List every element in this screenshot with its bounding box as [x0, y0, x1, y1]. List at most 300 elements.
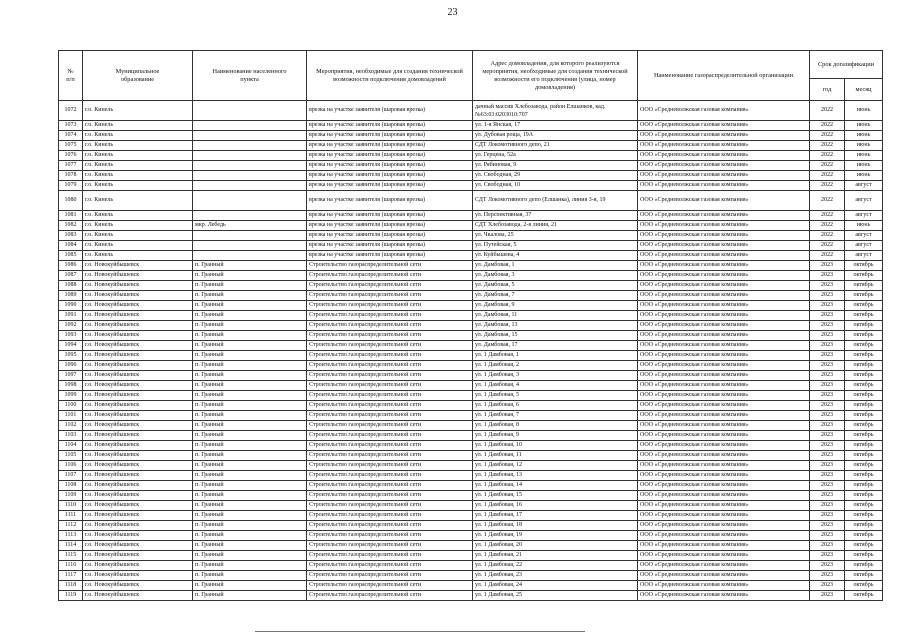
year-cell: 2023	[810, 591, 845, 601]
month-cell: октябрь	[845, 561, 883, 571]
organization-cell: ООО «Средневолжская газовая компания»	[638, 121, 810, 131]
year-cell: 2023	[810, 391, 845, 401]
municipality-cell: г.о. Кинель	[83, 241, 193, 251]
organization-cell: ООО «Средневолжская газовая компания»	[638, 581, 810, 591]
row-number: 1113	[59, 531, 83, 541]
settlement-cell: п. Гранный	[193, 261, 307, 271]
municipality-cell: г.о. Кинель	[83, 161, 193, 171]
month-cell: август	[845, 241, 883, 251]
month-cell: октябрь	[845, 501, 883, 511]
table-row	[59, 231, 883, 241]
settlement-cell	[193, 171, 307, 181]
settlement-cell: п. Гранный	[193, 571, 307, 581]
year-cell: 2023	[810, 521, 845, 531]
row-number: 1114	[59, 541, 83, 551]
organization-cell: ООО «Средневолжская газовая компания»	[638, 591, 810, 601]
year-cell: 2023	[810, 371, 845, 381]
row-number: 1091	[59, 311, 83, 321]
settlement-cell: п. Гранный	[193, 511, 307, 521]
settlement-cell: п. Гранный	[193, 481, 307, 491]
settlement-cell: п. Гранный	[193, 301, 307, 311]
organization-cell: ООО «Средневолжская газовая компания»	[638, 151, 810, 161]
month-cell: август	[845, 211, 883, 221]
table-row	[59, 251, 883, 261]
year-cell: 2023	[810, 561, 845, 571]
municipality-cell: г.о. Новокуйбышевск	[83, 461, 193, 471]
address-cell: ул. 1 Дамбовая, 17	[473, 511, 638, 521]
organization-cell: ООО «Средневолжская газовая компания»	[638, 241, 810, 251]
measure-cell: Строительство газораспределительной сети	[307, 391, 473, 401]
year-cell: 2023	[810, 261, 845, 271]
measure-cell: Строительство газораспределительной сети	[307, 431, 473, 441]
settlement-cell: п. Гранный	[193, 541, 307, 551]
measure-cell: врезка на участке заявителя (шаровая врезка)	[307, 151, 473, 161]
header-num: № п/п	[59, 51, 83, 101]
settlement-cell	[193, 231, 307, 241]
table-row	[59, 291, 883, 301]
year-cell: 2023	[810, 321, 845, 331]
table-row	[59, 311, 883, 321]
row-number: 1110	[59, 501, 83, 511]
row-number: 1097	[59, 371, 83, 381]
measure-cell: врезка на участке заявителя (шаровая врезка)	[307, 121, 473, 131]
address-cell: ул. Чкалова, 25	[473, 231, 638, 241]
organization-cell: ООО «Средневолжская газовая компания»	[638, 261, 810, 271]
municipality-cell: г.о. Новокуйбышевск	[83, 541, 193, 551]
address-cell: ул. 1 Дамбовая, 23	[473, 571, 638, 581]
table-row	[59, 511, 883, 521]
organization-cell: ООО «Средневолжская газовая компания»	[638, 371, 810, 381]
organization-cell: ООО «Средневолжская газовая компания»	[638, 351, 810, 361]
year-cell: 2023	[810, 441, 845, 451]
year-cell: 2023	[810, 531, 845, 541]
row-number: 1090	[59, 301, 83, 311]
measure-cell: Строительство газораспределительной сети	[307, 461, 473, 471]
organization-cell: ООО «Средневолжская газовая компания»	[638, 131, 810, 141]
address-cell: ул. 1 Дамбовая, 2	[473, 361, 638, 371]
row-number: 1100	[59, 401, 83, 411]
settlement-cell: п. Гранный	[193, 351, 307, 361]
table-row	[59, 481, 883, 491]
measure-cell: Строительство газораспределительной сети	[307, 451, 473, 461]
year-cell: 2022	[810, 221, 845, 231]
address-cell: ул. 1-я Янская, 17	[473, 121, 638, 131]
page-number: 23	[447, 7, 458, 18]
organization-cell: ООО «Средневолжская газовая компания»	[638, 211, 810, 221]
measure-cell: Строительство газораспределительной сети	[307, 531, 473, 541]
organization-cell: ООО «Средневолжская газовая компания»	[638, 501, 810, 511]
organization-cell: ООО «Средневолжская газовая компания»	[638, 521, 810, 531]
table-row	[59, 241, 883, 251]
month-cell: октябрь	[845, 321, 883, 331]
settlement-cell	[193, 191, 307, 211]
month-cell: июнь	[845, 131, 883, 141]
month-cell: октябрь	[845, 391, 883, 401]
month-cell: октябрь	[845, 331, 883, 341]
row-number: 1081	[59, 211, 83, 221]
organization-cell: ООО «Средневолжская газовая компания»	[638, 491, 810, 501]
month-cell: октябрь	[845, 271, 883, 281]
measure-cell: Строительство газораспределительной сети	[307, 261, 473, 271]
row-number: 1084	[59, 241, 83, 251]
measure-cell: Строительство газораспределительной сети	[307, 581, 473, 591]
table-row	[59, 271, 883, 281]
row-number: 1076	[59, 151, 83, 161]
measure-cell: Строительство газораспределительной сети	[307, 421, 473, 431]
header-organization: Наименование газораспределительной организации	[638, 51, 810, 101]
table-row	[59, 411, 883, 421]
municipality-cell: г.о. Новокуйбышевск	[83, 391, 193, 401]
table-row	[59, 381, 883, 391]
table-row	[59, 541, 883, 551]
municipality-cell: г.о. Кинель	[83, 211, 193, 221]
organization-cell: ООО «Средневолжская газовая компания»	[638, 461, 810, 471]
row-number: 1109	[59, 491, 83, 501]
measure-cell: Строительство газораспределительной сети	[307, 331, 473, 341]
month-cell: июнь	[845, 151, 883, 161]
table-body	[59, 101, 883, 601]
address-cell: ул. Дамбовая, 7	[473, 291, 638, 301]
organization-cell: ООО «Средневолжская газовая компания»	[638, 471, 810, 481]
settlement-cell: п. Гранный	[193, 321, 307, 331]
header-municipality: Муниципальное образование	[83, 51, 193, 101]
municipality-cell: г.о. Новокуйбышевск	[83, 271, 193, 281]
municipality-cell: г.о. Новокуйбышевск	[83, 571, 193, 581]
month-cell: июнь	[845, 141, 883, 151]
year-cell: 2023	[810, 271, 845, 281]
month-cell: октябрь	[845, 311, 883, 321]
address-cell: СДТ Локомотивного депо, 21	[473, 141, 638, 151]
address-cell: ул. 1 Дамбовая, 18	[473, 521, 638, 531]
organization-cell: ООО «Средневолжская газовая компания»	[638, 311, 810, 321]
address-cell: ул. Рябиновая, 9	[473, 161, 638, 171]
table-row	[59, 221, 883, 231]
year-cell: 2023	[810, 471, 845, 481]
measure-cell: Строительство газораспределительной сети	[307, 441, 473, 451]
month-cell: октябрь	[845, 521, 883, 531]
municipality-cell: г.о. Новокуйбышевск	[83, 491, 193, 501]
settlement-cell	[193, 181, 307, 191]
municipality-cell: г.о. Новокуйбышевск	[83, 441, 193, 451]
settlement-cell: п. Гранный	[193, 371, 307, 381]
settlement-cell: п. Гранный	[193, 521, 307, 531]
municipality-cell: г.о. Кинель	[83, 191, 193, 211]
organization-cell: ООО «Средневолжская газовая компания»	[638, 341, 810, 351]
municipality-cell: г.о. Кинель	[83, 221, 193, 231]
month-cell: октябрь	[845, 411, 883, 421]
measure-cell: Строительство газораспределительной сети	[307, 281, 473, 291]
organization-cell: ООО «Средневолжская газовая компания»	[638, 321, 810, 331]
address-cell: ул. 1 Дамбовая, 3	[473, 371, 638, 381]
row-number: 1089	[59, 291, 83, 301]
address-cell: ул. 1 Дамбовая, 22	[473, 561, 638, 571]
address-cell: ул. 1 Дамбовая, 16	[473, 501, 638, 511]
month-cell: июнь	[845, 101, 883, 121]
organization-cell: ООО «Средневолжская газовая компания»	[638, 561, 810, 571]
month-cell: август	[845, 231, 883, 241]
month-cell: октябрь	[845, 491, 883, 501]
row-number: 1093	[59, 331, 83, 341]
year-cell: 2023	[810, 341, 845, 351]
year-cell: 2023	[810, 451, 845, 461]
month-cell: октябрь	[845, 441, 883, 451]
municipality-cell: г.о. Новокуйбышевск	[83, 371, 193, 381]
year-cell: 2023	[810, 491, 845, 501]
row-number: 1095	[59, 351, 83, 361]
month-cell: октябрь	[845, 281, 883, 291]
table-row	[59, 281, 883, 291]
row-number: 1085	[59, 251, 83, 261]
month-cell: июнь	[845, 161, 883, 171]
year-cell: 2023	[810, 461, 845, 471]
address-cell: ул. Дамбовая, 9	[473, 301, 638, 311]
municipality-cell: г.о. Кинель	[83, 231, 193, 241]
measure-cell: Строительство газораспределительной сети	[307, 561, 473, 571]
month-cell: октябрь	[845, 471, 883, 481]
measure-cell: Строительство газораспределительной сети	[307, 411, 473, 421]
address-cell: дачный массив Хлебозавода, район Елшанков, кад. №63:03:0203010:707	[473, 101, 638, 121]
address-cell: ул. 1 Дамбовая, 7	[473, 411, 638, 421]
address-cell: ул. Дубовая роща, 19А	[473, 131, 638, 141]
month-cell: октябрь	[845, 381, 883, 391]
month-cell: октябрь	[845, 291, 883, 301]
settlement-cell: п. Гранный	[193, 281, 307, 291]
measure-cell: Строительство газораспределительной сети	[307, 311, 473, 321]
settlement-cell: п. Гранный	[193, 561, 307, 571]
row-number: 1082	[59, 221, 83, 231]
address-cell: ул. 1 Дамбовая, 14	[473, 481, 638, 491]
settlement-cell: п. Гранный	[193, 461, 307, 471]
year-cell: 2022	[810, 181, 845, 191]
address-cell: ул. 1 Дамбовая, 24	[473, 581, 638, 591]
measure-cell: врезка на участке заявителя (шаровая врезка)	[307, 231, 473, 241]
month-cell: октябрь	[845, 371, 883, 381]
year-cell: 2023	[810, 301, 845, 311]
row-number: 1077	[59, 161, 83, 171]
address-cell: ул. 1 Дамбовая, 1	[473, 351, 638, 361]
address-cell: СДТ Локомотивного депо (Елшанка), линия 3-я, 19	[473, 191, 638, 211]
measure-cell: Строительство газораспределительной сети	[307, 401, 473, 411]
municipality-cell: г.о. Новокуйбышевск	[83, 291, 193, 301]
year-cell: 2023	[810, 571, 845, 581]
measure-cell: Строительство газораспределительной сети	[307, 571, 473, 581]
settlement-cell: п. Гранный	[193, 341, 307, 351]
table-row	[59, 531, 883, 541]
settlement-cell: п. Гранный	[193, 591, 307, 601]
table-row	[59, 441, 883, 451]
year-cell: 2023	[810, 311, 845, 321]
address-cell: ул. 1 Дамбовая, 20	[473, 541, 638, 551]
settlement-cell: п. Гранный	[193, 381, 307, 391]
measure-cell: Строительство газораспределительной сети	[307, 521, 473, 531]
municipality-cell: г.о. Новокуйбышевск	[83, 561, 193, 571]
table-row	[59, 161, 883, 171]
organization-cell: ООО «Средневолжская газовая компания»	[638, 101, 810, 121]
table-row	[59, 341, 883, 351]
month-cell: август	[845, 251, 883, 261]
year-cell: 2023	[810, 411, 845, 421]
year-cell: 2023	[810, 481, 845, 491]
address-cell: ул. 1 Дамбовая, 25	[473, 591, 638, 601]
address-cell: ул. 1 Дамбовая, 10	[473, 441, 638, 451]
row-number: 1111	[59, 511, 83, 521]
municipality-cell: г.о. Новокуйбышевск	[83, 451, 193, 461]
year-cell: 2023	[810, 381, 845, 391]
settlement-cell	[193, 151, 307, 161]
table-row	[59, 331, 883, 341]
municipality-cell: г.о. Новокуйбышевск	[83, 321, 193, 331]
row-number: 1078	[59, 171, 83, 181]
address-cell: ул. 1 Дамбовая, 15	[473, 491, 638, 501]
row-number: 1118	[59, 581, 83, 591]
measure-cell: врезка на участке заявителя (шаровая врезка)	[307, 141, 473, 151]
municipality-cell: г.о. Кинель	[83, 181, 193, 191]
municipality-cell: г.о. Новокуйбышевск	[83, 481, 193, 491]
settlement-cell: п. Гранный	[193, 441, 307, 451]
row-number: 1115	[59, 551, 83, 561]
year-cell: 2023	[810, 421, 845, 431]
row-number: 1103	[59, 431, 83, 441]
organization-cell: ООО «Средневолжская газовая компания»	[638, 401, 810, 411]
address-cell: ул. 1 Дамбовая, 13	[473, 471, 638, 481]
row-number: 1099	[59, 391, 83, 401]
measure-cell: врезка на участке заявителя (шаровая врезка)	[307, 131, 473, 141]
table-row	[59, 191, 883, 211]
measure-cell: врезка на участке заявителя (шаровая врезка)	[307, 221, 473, 231]
address-cell: ул. Дамбовая, 11	[473, 311, 638, 321]
address-cell: ул. Куйбышева, 4	[473, 251, 638, 261]
organization-cell: ООО «Средневолжская газовая компания»	[638, 551, 810, 561]
address-cell: ул. 1 Дамбовая, 9	[473, 431, 638, 441]
year-cell: 2022	[810, 231, 845, 241]
table-row	[59, 471, 883, 481]
municipality-cell: г.о. Кинель	[83, 251, 193, 261]
row-number: 1087	[59, 271, 83, 281]
organization-cell: ООО «Средневолжская газовая компания»	[638, 421, 810, 431]
municipality-cell: г.о. Новокуйбышевск	[83, 311, 193, 321]
address-cell: ул. 1 Дамбовая, 4	[473, 381, 638, 391]
organization-cell: ООО «Средневолжская газовая компания»	[638, 391, 810, 401]
municipality-cell: г.о. Новокуйбышевск	[83, 351, 193, 361]
address-cell: ул. Герцена, 52а	[473, 151, 638, 161]
year-cell: 2022	[810, 101, 845, 121]
table-row	[59, 451, 883, 461]
settlement-cell: п. Гранный	[193, 411, 307, 421]
settlement-cell: п. Гранный	[193, 471, 307, 481]
settlement-cell: п. Гранный	[193, 551, 307, 561]
table-row	[59, 581, 883, 591]
table-row	[59, 461, 883, 471]
address-cell: ул. Дамбовая, 13	[473, 321, 638, 331]
month-cell: октябрь	[845, 431, 883, 441]
row-number: 1086	[59, 261, 83, 271]
year-cell: 2023	[810, 551, 845, 561]
table-row	[59, 551, 883, 561]
measure-cell: Строительство газораспределительной сети	[307, 471, 473, 481]
address-cell: ул. 1 Дамбовая, 12	[473, 461, 638, 471]
month-cell: октябрь	[845, 261, 883, 271]
measure-cell: Строительство газораспределительной сети	[307, 301, 473, 311]
row-number: 1074	[59, 131, 83, 141]
organization-cell: ООО «Средневолжская газовая компания»	[638, 331, 810, 341]
municipality-cell: г.о. Новокуйбышевск	[83, 551, 193, 561]
settlement-cell: п. Гранный	[193, 271, 307, 281]
municipality-cell: г.о. Кинель	[83, 141, 193, 151]
table-row	[59, 521, 883, 531]
month-cell: июнь	[845, 171, 883, 181]
month-cell: август	[845, 191, 883, 211]
municipality-cell: г.о. Новокуйбышевск	[83, 421, 193, 431]
row-number: 1101	[59, 411, 83, 421]
organization-cell: ООО «Средневолжская газовая компания»	[638, 301, 810, 311]
organization-cell: ООО «Средневолжская газовая компания»	[638, 511, 810, 521]
row-number: 1105	[59, 451, 83, 461]
year-cell: 2023	[810, 511, 845, 521]
organization-cell: ООО «Средневолжская газовая компания»	[638, 181, 810, 191]
year-cell: 2022	[810, 211, 845, 221]
settlement-cell: п. Гранный	[193, 311, 307, 321]
header-deadline: Срок догазификации	[810, 51, 883, 79]
year-cell: 2023	[810, 351, 845, 361]
measure-cell: Строительство газораспределительной сети	[307, 351, 473, 361]
row-number: 1117	[59, 571, 83, 581]
municipality-cell: г.о. Новокуйбышевск	[83, 531, 193, 541]
month-cell: август	[845, 181, 883, 191]
table-row	[59, 101, 883, 121]
municipality-cell: г.о. Новокуйбышевск	[83, 471, 193, 481]
measure-cell: Строительство газораспределительной сети	[307, 341, 473, 351]
settlement-cell: п. Гранный	[193, 491, 307, 501]
table-row	[59, 351, 883, 361]
organization-cell: ООО «Средневолжская газовая компания»	[638, 361, 810, 371]
address-cell: ул. 1 Дамбовая, 8	[473, 421, 638, 431]
row-number: 1080	[59, 191, 83, 211]
month-cell: октябрь	[845, 421, 883, 431]
settlement-cell	[193, 241, 307, 251]
organization-cell: ООО «Средневолжская газовая компания»	[638, 281, 810, 291]
month-cell: октябрь	[845, 481, 883, 491]
municipality-cell: г.о. Новокуйбышевск	[83, 281, 193, 291]
gasification-table	[58, 50, 883, 601]
measure-cell: Строительство газораспределительной сети	[307, 511, 473, 521]
address-cell: ул. 1 Дамбовая, 11	[473, 451, 638, 461]
measure-cell: врезка на участке заявителя (шаровая врезка)	[307, 251, 473, 261]
measure-cell: Строительство газораспределительной сети	[307, 491, 473, 501]
month-cell: октябрь	[845, 351, 883, 361]
table-row	[59, 361, 883, 371]
year-cell: 2023	[810, 431, 845, 441]
settlement-cell: п. Гранный	[193, 531, 307, 541]
month-cell: октябрь	[845, 451, 883, 461]
municipality-cell: г.о. Новокуйбышевск	[83, 261, 193, 271]
address-cell: СДТ Хлебозавода, 2-я линия, 21	[473, 221, 638, 231]
row-number: 1094	[59, 341, 83, 351]
row-number: 1088	[59, 281, 83, 291]
address-cell: ул. Дамбовая, 5	[473, 281, 638, 291]
month-cell: октябрь	[845, 571, 883, 581]
organization-cell: ООО «Средневолжская газовая компания»	[638, 431, 810, 441]
year-cell: 2023	[810, 401, 845, 411]
header-month: месяц	[845, 79, 883, 101]
address-cell: ул. 1 Дамбовая, 6	[473, 401, 638, 411]
measure-cell: врезка на участке заявителя (шаровая врезка)	[307, 171, 473, 181]
year-cell: 2022	[810, 191, 845, 211]
settlement-cell	[193, 161, 307, 171]
measure-cell: Строительство газораспределительной сети	[307, 381, 473, 391]
organization-cell: ООО «Средневолжская газовая компания»	[638, 191, 810, 211]
address-cell: ул. Дамбовая, 3	[473, 271, 638, 281]
measure-cell: врезка на участке заявителя (шаровая врезка)	[307, 241, 473, 251]
